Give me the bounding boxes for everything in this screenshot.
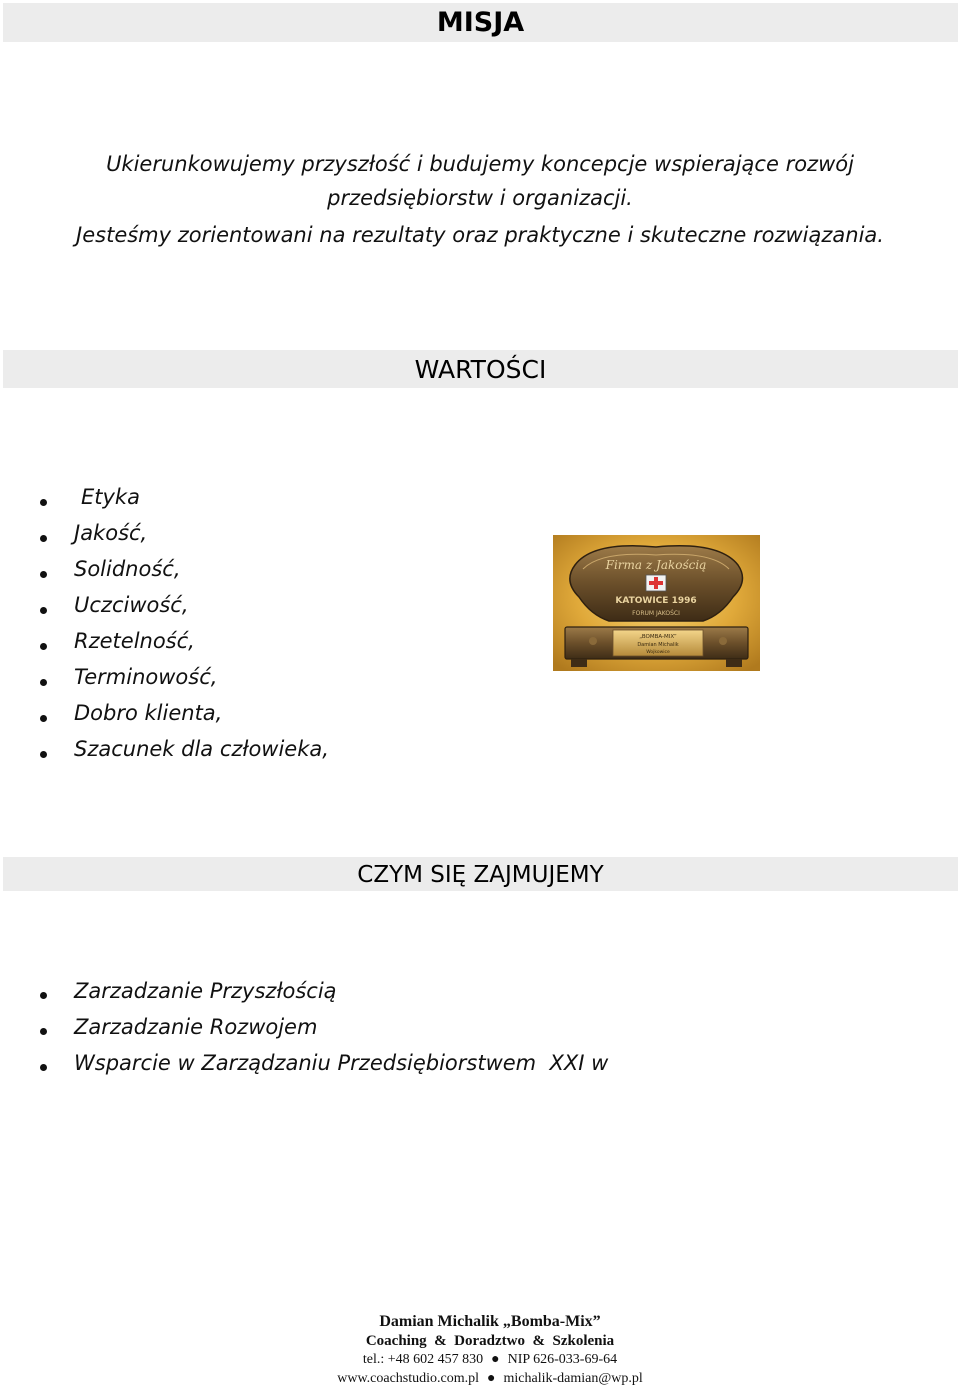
list-item bbox=[40, 736, 329, 772]
bullet-icon bbox=[40, 643, 47, 650]
value-text: Dobro klienta, bbox=[74, 701, 223, 725]
mission-line-3: Jesteśmy zorientowani na rezultaty oraz praktyczne i skuteczne rozwiązania. bbox=[76, 223, 884, 247]
footer-contact-line bbox=[320, 1352, 660, 1368]
list-item bbox=[40, 1049, 608, 1085]
bullet-icon bbox=[40, 1064, 47, 1071]
list-item bbox=[40, 628, 329, 664]
footer-company: Damian Michalik „Bomba-Mix” bbox=[379, 1313, 601, 1330]
list-item bbox=[40, 520, 329, 556]
bullet-icon bbox=[40, 499, 47, 506]
service-text: Zarzadzanie Rozwojem bbox=[74, 1015, 318, 1039]
list-item bbox=[40, 664, 329, 700]
footer-website: www.coachstudio.com.pl bbox=[337, 1371, 480, 1386]
list-item bbox=[40, 1013, 608, 1049]
award-city-text: KATOWICE 1996 bbox=[615, 596, 697, 606]
footer-phone: tel.: +48 602 457 830 bbox=[362, 1352, 484, 1367]
award-plaque-text: Firma z Jakością bbox=[605, 558, 707, 572]
list-item bbox=[40, 484, 329, 520]
footer-web-line bbox=[320, 1371, 660, 1387]
bullet-icon bbox=[40, 715, 47, 722]
section-header-czym-sie-zajmujemy: CZYM SIĘ ZAJMUJEMY bbox=[3, 857, 958, 891]
footer-email: michalik-damian@wp.pl bbox=[503, 1371, 643, 1386]
list-item bbox=[40, 700, 329, 736]
bullet-icon bbox=[40, 751, 47, 758]
list-item bbox=[40, 977, 608, 1013]
footer-tagline: Coaching & Doradztwo & Szkolenia bbox=[365, 1333, 615, 1349]
footer-nip: NIP 626-033-69-64 bbox=[507, 1352, 618, 1367]
services-list bbox=[40, 977, 608, 1085]
bullet-icon bbox=[40, 571, 47, 578]
footer-separator-icon: ● bbox=[491, 1352, 500, 1367]
bullet-icon bbox=[40, 535, 47, 542]
bullet-icon bbox=[40, 679, 47, 686]
bullet-icon bbox=[40, 607, 47, 614]
bullet-icon bbox=[40, 1028, 47, 1035]
value-text: Terminowość, bbox=[74, 665, 218, 689]
list-item bbox=[40, 592, 329, 628]
list-item bbox=[40, 556, 329, 592]
value-text: Solidność, bbox=[74, 557, 181, 581]
service-text: Wsparcie w Zarządzaniu Przedsiębiorstwem XXI w bbox=[74, 1051, 609, 1075]
value-text: Etyka bbox=[81, 485, 140, 509]
mission-line-2: przedsiębiorstw i organizacji. bbox=[327, 186, 633, 210]
award-forum-text: FORUM JAKOŚCI bbox=[632, 610, 680, 617]
section-header-misja: MISJA bbox=[3, 3, 958, 42]
value-text: Jakość, bbox=[74, 521, 148, 545]
award-plaque-image bbox=[553, 535, 760, 671]
service-text: Zarzadzanie Przyszłością bbox=[74, 979, 337, 1003]
value-text: Uczciwość, bbox=[74, 593, 189, 617]
award-nameplate-line-3: Wojkowice bbox=[646, 650, 670, 655]
values-list bbox=[40, 484, 329, 772]
award-nameplate-line-2: Damian Michalik bbox=[637, 642, 679, 648]
value-text: Rzetelność, bbox=[74, 629, 195, 653]
mission-line-1: Ukierunkowujemy przyszłość i budujemy koncepcje wspierające rozwój bbox=[106, 152, 854, 176]
value-text: Szacunek dla człowieka, bbox=[74, 737, 329, 761]
award-nameplate-line-1: „BOMBA-MIX” bbox=[639, 634, 677, 640]
bullet-icon bbox=[40, 992, 47, 999]
section-header-wartosci: WARTOŚCI bbox=[3, 350, 958, 388]
footer-separator-icon: ● bbox=[487, 1371, 496, 1386]
